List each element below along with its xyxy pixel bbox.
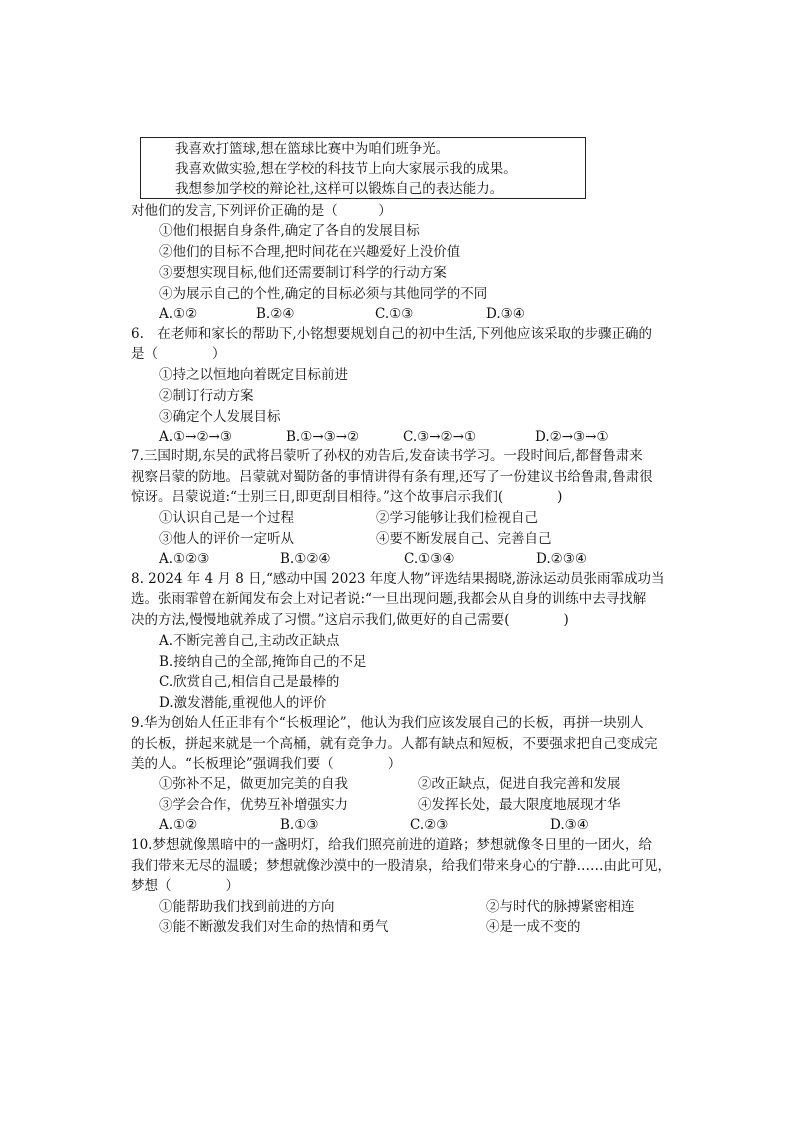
q8-option-d: D.激发潜能,重视他人的评价	[159, 695, 327, 711]
q6-item-3: ③确定个人发展目标	[159, 409, 281, 425]
q10-item-2: ②与时代的脉搏紧密相连	[486, 899, 635, 915]
q7-option-b: B.①②④	[280, 551, 331, 567]
q9-option-a: A.①②	[159, 817, 198, 833]
q6-stem-line-1: 6. 在老师和家长的帮助下,小铭想要规划自己的初中生活,下列他应该采取的步骤正确的	[131, 326, 652, 342]
q7-item-3: ③他人的评价一定听从	[159, 531, 294, 547]
q10-item-4: ④是一成不变的	[486, 919, 581, 935]
q7-item-2: ②学习能够让我们检视自己	[376, 510, 538, 526]
q7-option-a: A.①②③	[159, 551, 210, 567]
q9-option-d: D.③④	[550, 817, 589, 833]
quote-line-3: 我想参加学校的辩论社,这样可以锻炼自己的表达能力。	[175, 181, 504, 197]
q7-stem-line-1: 7.三国时期,东吴的武将吕蒙听了孙权的劝告后,发奋读书学习。一段时间后,都督鲁肃来	[131, 448, 643, 464]
q6-option-b: B.①→③→②	[286, 429, 360, 445]
q7-stem-line-3: 惊讶。吕蒙说道:“士别三日,即更刮目相待。”这个故事启示我们( )	[131, 489, 563, 505]
q5-option-a: A.①②	[159, 306, 198, 322]
q8-option-b: B.接纳自己的全部,掩饰自己的不足	[159, 654, 367, 670]
q6-item-1: ①持之以恒地向着既定目标前进	[159, 367, 348, 383]
q10-stem-line-2: 我们带来无尽的温暖；梦想就像沙漠中的一股清泉，给我们带来身心的宁静……由此可见，	[131, 858, 671, 874]
q9-option-c: C.②③	[410, 817, 449, 833]
q8-option-c: C.欣赏自己,相信自己是最棒的	[159, 674, 340, 690]
q5-item-3: ③要想实现目标,他们还需要制订科学的行动方案	[159, 265, 447, 281]
q7-item-1: ①认识自己是一个过程	[159, 510, 294, 526]
q9-item-1: ①弥补不足，做更加完美的自我	[159, 776, 348, 792]
q6-option-a: A.①→②→③	[159, 429, 232, 445]
q9-stem-line-1: 9.华为创始人任正非有个“长板理论”，他认为我们应该发展自己的长板，再拼一块别人	[131, 715, 644, 731]
q5-option-b: B.②④	[256, 306, 295, 322]
q10-stem-line-1: 10.梦想就像黑暗中的一盏明灯，给我们照亮前进的道路；梦想就像冬日里的一团火，给	[131, 837, 652, 853]
q7-item-4: ④要不断发展自己、完善自己	[376, 531, 552, 547]
quote-line-2: 我喜欢做实验,想在学校的科技节上向大家展示我的成果。	[175, 161, 517, 177]
q8-stem-line-3: 决的方法,慢慢地就养成了习惯。”这启示我们,做更好的自己需要( )	[131, 612, 569, 628]
q8-stem-line-2: 选。张雨霏曾在新闻发布会上对记者说:“一旦出现问题,我都会从自身的训练中去寻找解	[131, 591, 647, 607]
q5-item-2: ②他们的目标不合理,把时间花在兴趣爱好上没价值	[159, 244, 461, 260]
q6-item-2: ②制订行动方案	[159, 388, 254, 404]
q6-stem-line-2: 是（ ）	[131, 346, 226, 362]
q8-stem-line-1: 8. 2024 年 4 月 8 日,“感动中国 2023 年度人物”评选结果揭晓,游泳运动员张雨霏成功当	[131, 571, 665, 587]
q5-stem: 对他们的发言,下列评价正确的是（ ）	[131, 203, 392, 219]
q5-item-1: ①他们根据自身条件,确定了各自的发展目标	[159, 223, 420, 239]
q8-option-a: A.不断完善自己,主动改正缺点	[159, 633, 340, 649]
q9-item-2: ②改正缺点，促进自我完善和发展	[418, 776, 621, 792]
q9-stem-line-2: 的长板，拼起来就是一个高桶，就有竞争力。人都有缺点和短板，不要强求把自己变成完	[131, 736, 658, 752]
q5-item-4: ④为展示自己的个性,确定的目标必须与其他同学的不同	[159, 286, 488, 302]
q10-stem-line-3: 梦想（ ）	[131, 878, 239, 894]
quote-line-1: 我喜欢打篮球,想在篮球比赛中为咱们班争光。	[175, 141, 450, 157]
q5-option-c: C.①③	[375, 306, 414, 322]
q9-stem-line-3: 美的人。“长板理论”强调我们要（ ）	[131, 756, 402, 772]
q6-option-d: D.②→③→①	[535, 429, 609, 445]
q9-option-b: B.①③	[280, 817, 319, 833]
q9-item-3: ③学会合作，优势互补增强实力	[159, 797, 348, 813]
q6-option-c: C.③→②→①	[403, 429, 477, 445]
q10-item-3: ③能不断激发我们对生命的热情和勇气	[159, 919, 389, 935]
q7-option-d: D.②③④	[536, 551, 587, 567]
q7-stem-line-2: 视察吕蒙的防地。吕蒙就对蜀防备的事情讲得有条有理,还写了一份建议书给鲁肃,鲁肃很	[131, 469, 653, 485]
q10-item-1: ①能帮助我们找到前进的方向	[159, 899, 335, 915]
q7-option-c: C.①③④	[404, 551, 455, 567]
q5-option-d: D.③④	[486, 306, 525, 322]
q9-item-4: ④发挥长处，最大限度地展现才华	[418, 797, 621, 813]
